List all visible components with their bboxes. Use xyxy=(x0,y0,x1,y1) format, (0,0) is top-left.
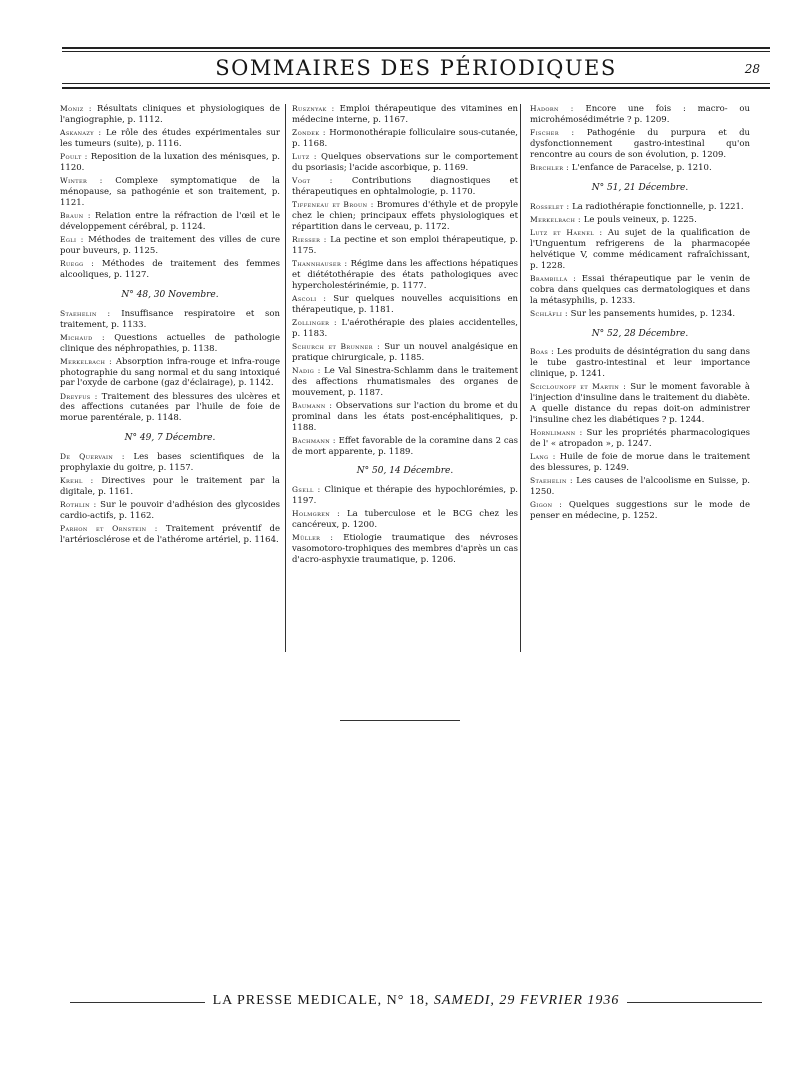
entry-title: Reposition de la luxation des ménisques, p. 1120. xyxy=(60,152,280,173)
entry-title: L'enfance de Paracelse, p. 1210. xyxy=(571,162,712,173)
entry-author: Ruegg : xyxy=(60,258,95,268)
article-entry xyxy=(530,452,750,474)
issue-heading: N° 50, 14 Décembre. xyxy=(356,466,454,477)
entry-author: Lang : xyxy=(530,452,556,462)
entry-author: Boas : xyxy=(530,347,555,357)
entry-title: Contributions diagnostiques et thérapeutiques en ophtalmologie, p. 1170. xyxy=(292,176,518,197)
article-entry xyxy=(292,533,518,566)
entry-title: Les causes de l'alcoolisme en Suisse, p. 1250. xyxy=(530,476,751,498)
entry-author: Vogt : xyxy=(292,176,333,185)
footer-publication-name: LA PRESSE MEDICALE, N° 18, xyxy=(212,993,434,1008)
entry-author: Egli : xyxy=(60,234,84,244)
column-2 xyxy=(292,104,518,568)
header-rule-top-thin xyxy=(62,51,770,52)
entry-title: Observations sur l'action du brome et du prominal dans les états post-encéphalitiques, p. 1188. xyxy=(292,400,519,433)
entry-author: Thannhauser : xyxy=(292,258,348,268)
entry-author: Askanazy : xyxy=(60,128,102,137)
entry-title: Régime dans les affections hépatiques et diététothérapie des états pathologiques avec hypercholestérinémie, p. 1177. xyxy=(292,258,519,291)
entry-author: Winter : xyxy=(60,176,103,185)
article-entry xyxy=(60,176,280,209)
entry-author: Staehelin : xyxy=(60,308,111,318)
entry-title: Sur les propriétés pharmacologiques de l' « atropadon », p. 1247. xyxy=(530,428,750,450)
entry-author: Moniz : xyxy=(60,104,92,113)
article-entry xyxy=(292,200,518,233)
page-number: 28 xyxy=(744,62,760,76)
entry-title: La tuberculose et le BCG chez les cancéreux, p. 1200. xyxy=(292,509,519,531)
footer-publication xyxy=(213,993,620,1009)
section-end-rule xyxy=(340,720,460,721)
entry-title: Etiologie traumatique des névroses vasomotoro-trophiques des membres d'après un cas d'acro-asphyxie traumatique, p. 1206. xyxy=(292,533,518,566)
article-entry xyxy=(60,476,280,498)
article-entry xyxy=(530,163,750,174)
entry-title: Le rôle des études expérimentales sur les tumeurs (suite), p. 1116. xyxy=(60,128,280,149)
article-entry xyxy=(60,500,280,522)
entry-author: Sciclounoff et Martin : xyxy=(530,382,627,392)
entry-author: Fischer : xyxy=(530,128,575,137)
entry-title: Quelques observations sur le comportement du psoriasis; l'acide ascorbique, p. 1169. xyxy=(292,152,518,173)
article-entry xyxy=(60,452,280,474)
entry-title: Méthodes de traitement des villes de cure pour buveurs, p. 1125. xyxy=(60,234,281,256)
article-entry xyxy=(292,401,518,434)
entry-author: Gigon : xyxy=(530,500,563,510)
entry-title: Bromures d'éthyle et de propyle chez le chien; principaux effets physiologiques et répartition dans le cerveau, p. 1172. xyxy=(292,200,518,232)
entry-title: Questions actuelles de pathologie clinique des néphropathies, p. 1138. xyxy=(60,332,281,354)
header-rule-bottom xyxy=(62,87,770,89)
entry-title: Quelques suggestions sur le mode de penser en médecine, p. 1252. xyxy=(530,500,750,522)
header-rule-top xyxy=(62,47,770,49)
entry-author: Holmgren : xyxy=(292,509,341,519)
entry-title: Les produits de désintégration du sang dans le tube gastro-intestinal et leur importance clinique, p. 1241. xyxy=(530,347,750,380)
article-entry xyxy=(292,104,518,126)
article-entry xyxy=(60,309,280,331)
entry-author: Schläfli : xyxy=(530,308,568,318)
entry-author: Schurch et Brunner : xyxy=(292,341,381,351)
entry-author: Braun : xyxy=(60,210,91,220)
article-entry xyxy=(60,104,280,126)
article-entry xyxy=(292,176,518,198)
entry-author: Dreyfus : xyxy=(60,391,98,401)
entry-title: Les bases scientifiques de la prophylaxie du goitre, p. 1157. xyxy=(60,452,281,474)
column-3 xyxy=(530,104,750,568)
article-entry xyxy=(292,366,518,399)
entry-title: Traitement préventif de l'artériosclérose et de l'athérome artériel, p. 1164. xyxy=(60,524,280,546)
entry-author: Ascoli : xyxy=(292,293,327,303)
footer-rule-right xyxy=(627,1002,762,1003)
entry-author: Rosselet : xyxy=(530,201,570,211)
header-rule-bottom-thin xyxy=(62,83,770,84)
entry-author: Poult : xyxy=(60,152,88,161)
entry-title: Le Val Sinestra-Schlamm dans le traitement des affections rhumatismales des organes de mouvement, p. 1187. xyxy=(292,365,519,398)
article-entry xyxy=(530,476,750,498)
article-entry xyxy=(292,235,518,257)
article-entry xyxy=(60,211,280,233)
footer-rule-left xyxy=(70,1002,205,1003)
entry-title: Encore une fois : macro- ou microhémosédimétrie ? p. 1209. xyxy=(530,104,751,125)
entry-title: Relation entre la réfraction de l'œil et le développement cérébral, p. 1124. xyxy=(60,210,281,232)
entry-author: Staehelin : xyxy=(530,476,573,486)
entry-title: Directives pour le traitement par la digitale, p. 1161. xyxy=(60,476,280,498)
entry-author: Birchler : xyxy=(530,162,570,172)
article-entry xyxy=(530,347,750,380)
article-entry xyxy=(530,202,750,213)
article-entry xyxy=(60,392,280,425)
entry-title: Au sujet de la qualification de l'Unguentum refrigerens de la pharmacopée helvétique V, comme médicament rafraîchissant, p. 1228. xyxy=(530,227,751,271)
page-title: SOMMAIRES DES PÉRIODIQUES xyxy=(215,56,617,80)
column-divider xyxy=(285,104,286,652)
entry-author: Tiffeneau et Broun : xyxy=(292,200,374,209)
entry-author: Zondek : xyxy=(292,128,326,137)
column-divider xyxy=(520,104,521,652)
entry-title: Effet favorable de la coramine dans 2 cas de mort apparente, p. 1189. xyxy=(292,435,519,457)
article-entry xyxy=(292,436,518,458)
entry-title: La pectine et son emploi thérapeutique, p. 1175. xyxy=(292,234,518,256)
entry-author: Rothlin : xyxy=(60,500,97,510)
entry-title: Le pouls veineux, p. 1225. xyxy=(583,214,697,225)
issue-heading: N° 49, 7 Décembre. xyxy=(124,433,216,444)
entry-title: Sur le moment favorable à l'injection d'insuline dans le traitement du diabète. A quelle distance du repas doit-on administrer l'insuline chez les diabétiques ? p. 1244. xyxy=(530,382,750,426)
article-entry xyxy=(530,104,750,126)
issue-heading: N° 48, 30 Novembre. xyxy=(121,289,219,300)
entry-title: Huile de foie de morue dans le traitement des blessures, p. 1249. xyxy=(530,452,751,474)
entry-author: Lutz et Haenel : xyxy=(530,227,603,237)
entry-title: Essai thérapeutique par le venin de cobra dans quelques cas dermatologiques et dans la métasyphilis, p. 1233. xyxy=(530,273,751,306)
entry-title: Absorption infra-rouge et infra-rouge photographie du sang normal et du sang intoxiqué par l'oxyde de carbone (gaz d'éclairage), p. 1142. xyxy=(60,356,281,389)
issue-heading: N° 51, 21 Décembre. xyxy=(591,182,689,193)
article-entry xyxy=(60,524,280,546)
entry-author: Zollinger : xyxy=(292,317,337,327)
entry-title: L'aérothérapie des plaies accidentelles, p. 1183. xyxy=(292,317,518,339)
periodical-summaries xyxy=(60,104,750,568)
article-entry xyxy=(60,152,280,174)
entry-title: Sur le pouvoir d'adhésion des glycosides cardio-actifs, p. 1162. xyxy=(60,500,281,522)
entry-author: Rusznyak : xyxy=(292,104,335,113)
article-entry xyxy=(60,259,280,281)
entry-author: Parhon et Ornstein : xyxy=(60,524,158,534)
footer xyxy=(62,993,770,1009)
article-entry xyxy=(530,428,750,450)
entry-author: Nadig : xyxy=(292,365,321,375)
article-entry xyxy=(292,342,518,364)
entry-title: La radiothérapie fonctionnelle, p. 1221. xyxy=(572,201,744,212)
article-entry xyxy=(530,382,750,426)
article-entry xyxy=(292,152,518,174)
issue-heading: N° 52, 28 Décembre. xyxy=(591,328,689,339)
entry-title: Traitement des blessures des ulcères et des affections cutanées par l'huile de foie de morue parentérale, p. 1148. xyxy=(60,391,280,424)
article-entry xyxy=(292,485,518,507)
article-entry xyxy=(292,509,518,531)
article-entry xyxy=(530,309,750,320)
entry-author: Lutz : xyxy=(292,152,317,161)
entry-author: Gsell : xyxy=(292,485,321,495)
entry-author: Brambilla : xyxy=(530,273,577,283)
article-entry xyxy=(530,128,750,161)
article-entry xyxy=(60,235,280,257)
entry-title: Sur les pansements humides, p. 1234. xyxy=(570,308,736,319)
entry-author: Krehl : xyxy=(60,476,94,486)
entry-title: Complexe symptomatique de la ménopause, sa pathogénie et son traitement, p. 1121. xyxy=(60,176,280,208)
column-1 xyxy=(60,104,280,568)
entry-title: Résultats cliniques et physiologiques de l'angiographie, p. 1112. xyxy=(60,104,280,125)
entry-author: Riesser : xyxy=(292,234,327,244)
article-entry xyxy=(60,333,280,355)
entry-title: Méthodes de traitement des femmes alcooliques, p. 1127. xyxy=(60,258,280,280)
entry-title: Clinique et thérapie des hypochlorémies, p. 1197. xyxy=(292,485,519,507)
article-entry xyxy=(530,228,750,272)
footer-date: SAMEDI, 29 FEVRIER 1936 xyxy=(433,993,620,1008)
entry-title: Pathogénie du purpura et du dysfonctionnement gastro-intestinal qu'on rencontre au cours de son évolution, p. 1209. xyxy=(530,128,751,160)
entry-title: Sur un nouvel analgésique en pratique chirurgicale, p. 1185. xyxy=(292,341,519,363)
article-entry xyxy=(60,357,280,390)
article-entry xyxy=(292,294,518,316)
entry-author: Hornlimann : xyxy=(530,428,583,438)
article-entry xyxy=(60,128,280,150)
entry-author: Baumann : xyxy=(292,400,333,410)
entry-author: Merkelbach : xyxy=(60,356,113,366)
article-entry xyxy=(292,318,518,340)
article-entry xyxy=(292,259,518,292)
entry-title: Insuffisance respiratoire et son traitement, p. 1133. xyxy=(60,308,281,330)
article-entry xyxy=(530,274,750,307)
entry-author: Müller : xyxy=(292,533,334,543)
article-entry xyxy=(530,215,750,226)
article-entry xyxy=(530,500,750,522)
entry-author: Hadorn : xyxy=(530,104,574,113)
article-entry xyxy=(292,128,518,150)
entry-author: Merkelbach : xyxy=(530,214,581,224)
entry-author: Bachmann : xyxy=(292,435,336,445)
entry-author: De Quervain : xyxy=(60,452,125,462)
entry-title: Sur quelques nouvelles acquisitions en thérapeutique, p. 1181. xyxy=(292,293,518,315)
entry-author: Michaud : xyxy=(60,332,105,342)
entry-title: Emploi thérapeutique des vitamines en médecine interne, p. 1167. xyxy=(292,104,519,125)
entry-title: Hormonothérapie folliculaire sous-cutanée, p. 1168. xyxy=(292,128,518,149)
